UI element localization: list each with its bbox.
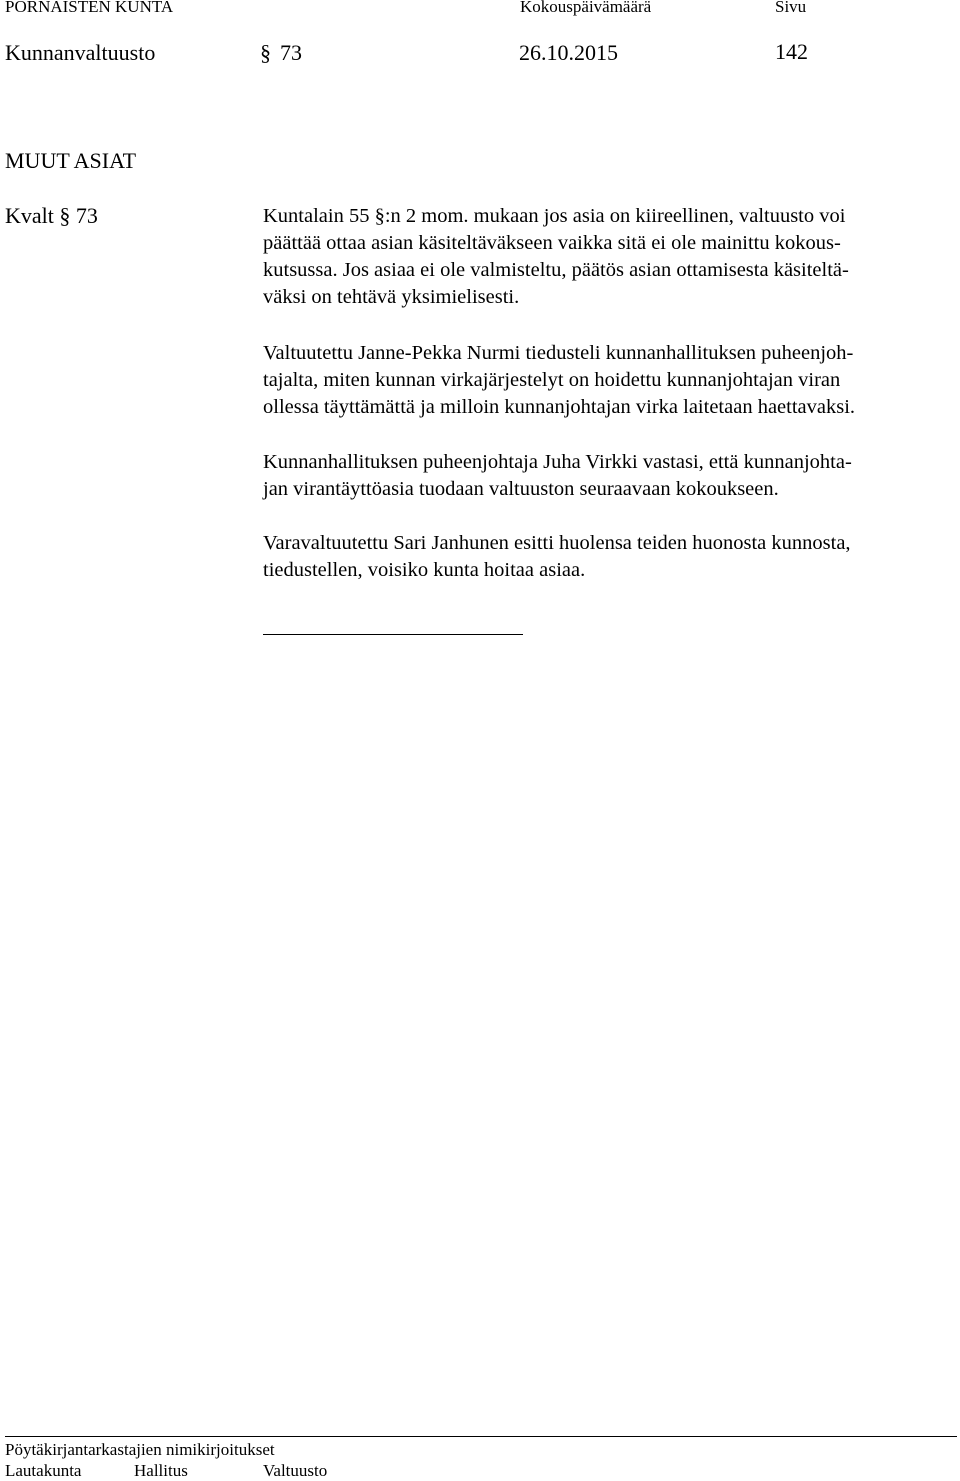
- footer-lautakunta: Lautakunta: [5, 1461, 82, 1480]
- page-number: 142: [775, 39, 808, 64]
- paragraph-line: päättää ottaa asian käsiteltäväkseen vaikka sitä ei ole mainittu kokous-: [263, 232, 841, 254]
- footer-hallitus: Hallitus: [134, 1461, 188, 1480]
- paragraph-1: [263, 203, 953, 311]
- paragraph-3: [263, 449, 953, 503]
- section-ref: [5, 203, 98, 229]
- section-ref-number: 73: [75, 203, 98, 228]
- section-title: MUUT ASIAT: [5, 148, 137, 173]
- paragraph-line: Valtuutettu Janne-Pekka Nurmi tiedusteli kunnanhallituksen puheenjoh-: [263, 342, 854, 364]
- section-ref-sign: §: [59, 203, 71, 228]
- section-sign: §: [260, 40, 271, 65]
- paragraph-line: Kuntalain 55 §:n 2 mom. mukaan jos asia on kiireellinen, valtuusto voi: [263, 205, 846, 227]
- paragraph-line: Varavaltuutettu Sari Janhunen esitti huolensa teiden huonosta kunnosta,: [263, 532, 851, 554]
- signatures-label: Pöytäkirjantarkastajien nimikirjoitukset: [5, 1440, 275, 1459]
- body-name: Kunnanvaltuusto: [5, 40, 156, 65]
- footer-valtuusto: Valtuusto: [263, 1461, 328, 1480]
- page-label: Sivu: [775, 0, 807, 16]
- section-end-rule: [263, 634, 523, 635]
- paragraph-4: [263, 530, 953, 584]
- paragraph-line: väksi on tehtävä yksimielisesti.: [263, 286, 520, 308]
- section-ref-label: Kvalt: [5, 203, 54, 228]
- paragraph-line: tajalta, miten kunnan virkajärjestelyt on hoidettu kunnanjohtajan viran: [263, 369, 841, 391]
- paragraph-line: kutsussa. Jos asiaa ei ole valmisteltu, päätös asian ottamisesta käsiteltä-: [263, 259, 849, 281]
- section-number: 73: [280, 40, 302, 65]
- paragraph-2: [263, 340, 953, 421]
- footer-divider: [5, 1436, 957, 1437]
- organization-name: PORNAISTEN KUNTA: [5, 0, 174, 16]
- meeting-date: 26.10.2015: [519, 40, 618, 65]
- paragraph-line: ollessa täyttämättä ja milloin kunnanjohtajan virka laitetaan haettavaksi.: [263, 396, 856, 418]
- paragraph-line: Kunnanhallituksen puheenjohtaja Juha Virkki vastasi, että kunnanjohta-: [263, 451, 852, 473]
- paragraph-line: jan virantäyttöasia tuodaan valtuuston seuraavaan kokoukseen.: [263, 478, 779, 500]
- paragraph-line: tiedustellen, voisiko kunta hoitaa asiaa.: [263, 559, 586, 581]
- date-label: Kokouspäivämäärä: [520, 0, 652, 16]
